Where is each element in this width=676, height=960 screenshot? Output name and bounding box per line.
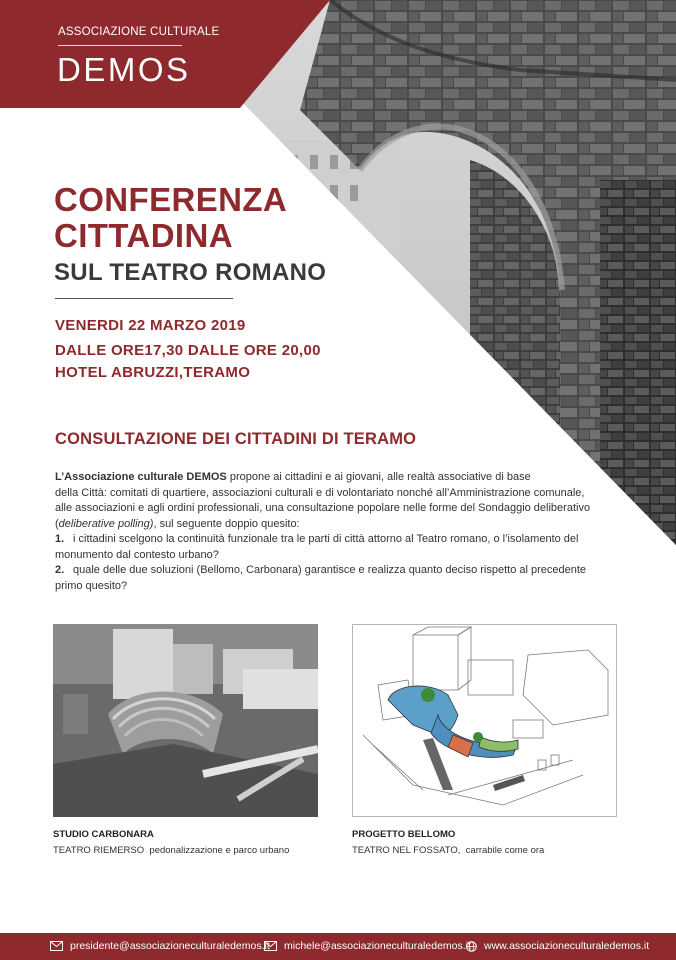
logo-name: DEMOS <box>57 51 191 88</box>
demos-logo <box>0 0 240 108</box>
intro-line-4-rest: , sul seguente doppio quesito: <box>153 517 300 530</box>
question-2-number: 2. <box>55 564 65 576</box>
footer-bar <box>0 933 676 960</box>
intro-line-3: alle associazioni e agli ordini professionali, una consultazione popolare nelle forme del Sondaggio deliberativo <box>55 502 591 514</box>
intro-line-4 <box>55 517 615 533</box>
footer-email-1[interactable] <box>50 940 270 952</box>
intro-line-2: della Città: comitati di quartiere, associazioni culturali e di volontariato nonché all’Amministrazione comunale, <box>55 486 585 499</box>
figure-left-title: STUDIO CARBONARA <box>53 829 154 840</box>
logo-divider <box>58 45 182 46</box>
footer-website[interactable] <box>466 940 649 952</box>
figure-left-caption: TEATRO RIEMERSO pedonalizzazione e parco urbano <box>53 845 290 856</box>
body-text <box>55 470 615 594</box>
bellomo-plan-image <box>353 625 616 816</box>
intro-line-1-rest: propone ai cittadini e ai giovani, alle realtà associative di base <box>226 471 531 483</box>
question-2-text: quale delle due soluzioni (Bellomo, Carbonara) garantisce e realizza quanto deciso rispetto al precedente <box>73 564 587 576</box>
event-time: DALLE ORE17,30 DALLE ORE 20,00 <box>55 342 321 359</box>
bellomo-drawing <box>352 624 617 817</box>
logo-association-label: ASSOCIAZIONE CULTURALE <box>58 26 220 38</box>
section-title: CONSULTAZIONE DEI CITTADINI DI TERAMO <box>55 430 417 448</box>
question-2-cont: primo quesito? <box>55 579 128 592</box>
question-1-cont: monumento dal contesto urbano? <box>55 548 219 561</box>
carbonara-model-image <box>53 624 318 817</box>
figure-right-title: PROGETTO BELLOMO <box>352 829 456 840</box>
figure-right-caption: TEATRO NEL FOSSATO, carrabile come ora <box>352 845 545 856</box>
event-place: HOTEL ABRUZZI,TERAMO <box>55 364 251 381</box>
question-1 <box>55 532 615 548</box>
title-line-1: CONFERENZA <box>54 181 288 218</box>
question-2 <box>55 563 615 579</box>
intro-italic: deliberative polling) <box>58 517 154 530</box>
footer-email-2[interactable] <box>264 940 471 952</box>
intro-bold: L’Associazione culturale DEMOS <box>55 471 227 483</box>
footer-email-2-text[interactable]: michele@associazioneculturaledemos.it <box>284 940 471 952</box>
question-1-text: i cittadini scelgono la continuità funzionale tra le parti di città attorno al Teatro romano, o l’isolamento del <box>73 533 579 545</box>
question-1-number: 1. <box>55 533 65 545</box>
footer-email-1-text[interactable]: presidente@associazioneculturaledemos.it <box>70 940 270 952</box>
subtitle: SUL TEATRO ROMANO <box>54 259 327 286</box>
title-divider <box>55 298 233 299</box>
envelope-icon <box>50 941 63 951</box>
title-line-2: CITTADINA <box>54 217 233 254</box>
paren-open: ( <box>55 517 59 530</box>
envelope-icon <box>264 941 277 951</box>
carbonara-render <box>53 624 318 817</box>
footer-website-text[interactable]: www.associazioneculturaledemos.it <box>484 940 650 952</box>
intro-line-1 <box>55 470 615 486</box>
event-date: VENERDI 22 MARZO 2019 <box>55 317 246 334</box>
globe-icon <box>466 941 477 952</box>
